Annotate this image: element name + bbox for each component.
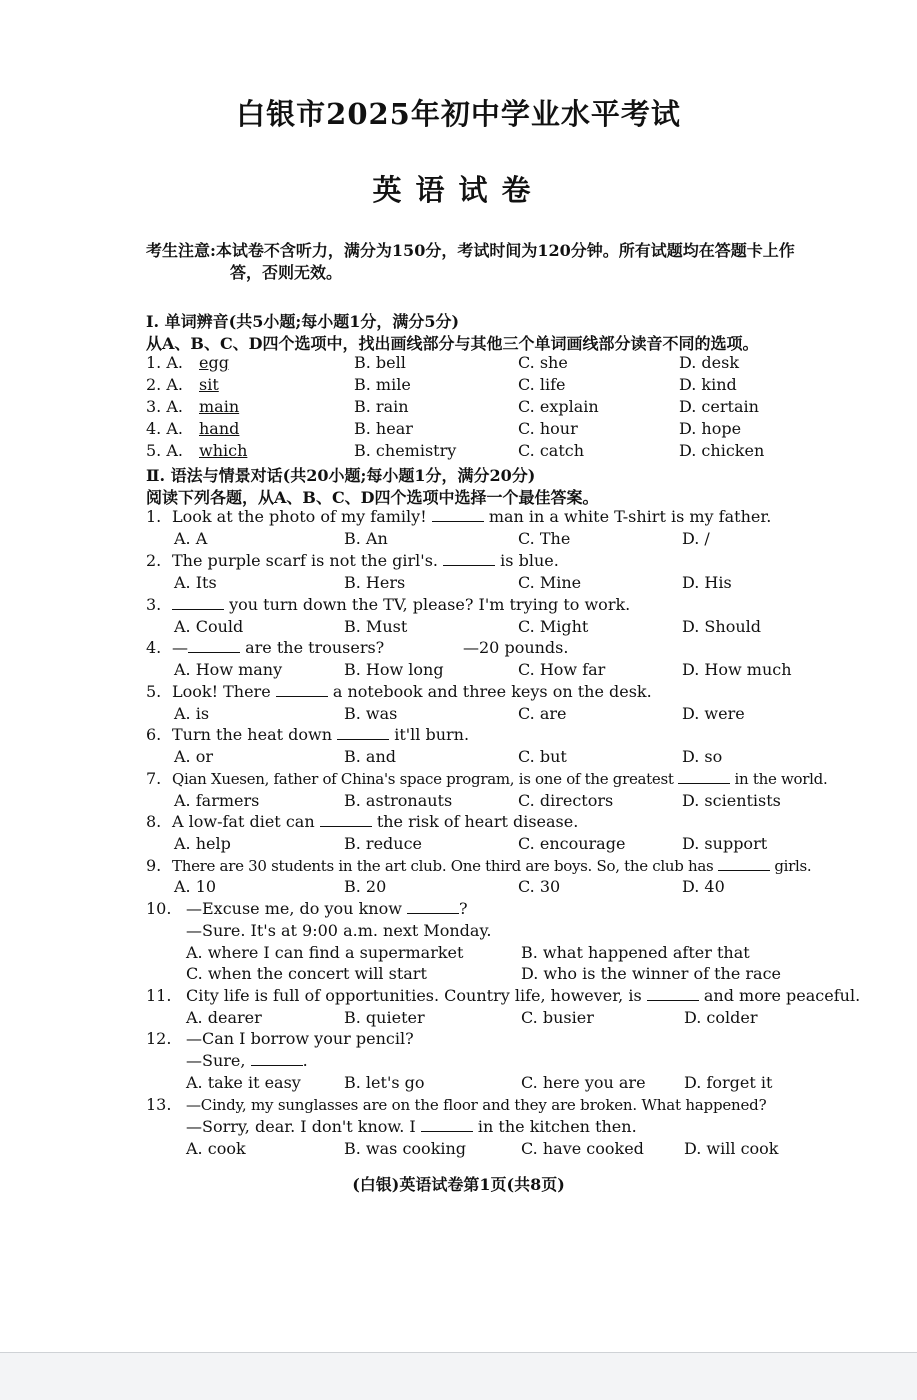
section2-instruction: 阅读下列各题，从A、B、C、D四个选项中选择一个最佳答案。 [146, 488, 599, 507]
phonics-item: 5. A. which B. chemistry C. catch D. chicken [146, 441, 765, 460]
question-options: A. How many B. How long C. How far D. How much [174, 660, 792, 679]
notice-line1: 本试卷不含听力，满分为150分，考试时间为120分钟。所有试题均在答题卡上作 [215, 241, 795, 260]
answer-blank [251, 1051, 303, 1066]
question-stem: 4. — are the trousers? —20 pounds. [146, 638, 569, 657]
answer-blank [407, 899, 459, 914]
answer-blank [432, 507, 484, 522]
question-options: A. Could B. Must C. Might D. Should [174, 617, 761, 636]
question-stem: 8. A low-fat diet can the risk of heart disease. [146, 812, 579, 831]
answer-blank [188, 638, 240, 653]
phonics-item: 1. A. egg B. bell C. she D. desk [146, 353, 740, 372]
question-options: A. take it easy B. let's go C. here you are D. forget it [186, 1073, 773, 1092]
question-stem: 1. Look at the photo of my family! man in a white T-shirt is my father. [146, 507, 772, 526]
answer-blank [421, 1117, 473, 1132]
phonics-item: 4. A. hand B. hear C. hour D. hope [146, 419, 742, 438]
question-stem-line2: —Sure, . [186, 1051, 308, 1070]
question-stem: 3. you turn down the TV, please? I'm trying to work. [146, 595, 631, 614]
question-stem: 7. Qian Xuesen, father of China's space program, is one of the greatest in the world. [146, 769, 828, 788]
question-options: A. dearer B. quieter C. busier D. colder [186, 1008, 758, 1027]
question-stem: 11. City life is full of opportunities. Country life, however, is and more peaceful. [146, 986, 861, 1005]
question-stem: 6. Turn the heat down it'll burn. [146, 725, 470, 744]
exam-subtitle: 英语试卷 [372, 173, 545, 207]
question-options: A. is B. was C. are D. were [174, 704, 745, 723]
answer-blank [276, 682, 328, 697]
answer-blank [678, 769, 730, 784]
question-options: A. where I can find a supermarket B. what happened after that [186, 943, 750, 962]
question-stem-line2: —Sorry, dear. I don't know. I in the kitchen then. [186, 1117, 637, 1136]
question-stem: 10. —Excuse me, do you know ? [146, 899, 468, 918]
question-options: A. A B. An C. The D. / [174, 529, 710, 548]
question-options: C. when the concert will start D. who is the winner of the race [186, 964, 782, 983]
answer-blank [337, 725, 389, 740]
question-options: A. or B. and C. but D. so [174, 747, 723, 766]
page-footer: (白银)英语试卷第1页(共8页) [352, 1175, 565, 1194]
question-stem: 5. Look! There a notebook and three keys on the desk. [146, 682, 652, 701]
question-stem: 9. There are 30 students in the art club. One third are boys. So, the club has girls. [146, 856, 812, 875]
question-options: A. help B. reduce C. encourage D. support [174, 834, 768, 853]
question-options: A. 10 B. 20 C. 30 D. 40 [174, 877, 725, 896]
section1-heading: Ⅰ. 单词辨音(共5小题;每小题1分，满分5分) [146, 312, 460, 331]
question-stem: 12. —Can I borrow your pencil? [146, 1029, 414, 1048]
exam-title: 白银市2025年初中学业水平考试 [236, 97, 681, 131]
candidate-notice [146, 240, 886, 284]
answer-blank [320, 812, 372, 827]
question-options: A. cook B. was cooking C. have cooked D. will cook [186, 1139, 779, 1158]
phonics-item: 2. A. sit B. mile C. life D. kind [146, 375, 737, 394]
notice-label: 考生注意: [146, 241, 216, 260]
section1-instruction: 从A、B、C、D四个选项中，找出画线部分与其他三个单词画线部分读音不同的选项。 [146, 334, 759, 353]
question-stem-line2: —Sure. It's at 9:00 a.m. next Monday. [186, 921, 492, 940]
phonics-item: 3. A. main B. rain C. explain D. certain [146, 397, 759, 416]
viewer-bottom-bar [0, 1352, 917, 1400]
section2-heading: Ⅱ. 语法与情景对话(共20小题;每小题1分，满分20分) [146, 466, 536, 485]
question-options: A. farmers B. astronauts C. directors D. scientists [174, 791, 781, 810]
answer-blank [172, 595, 224, 610]
question-stem: 2. The purple scarf is not the girl's. is blue. [146, 551, 559, 570]
notice-line2: 答，否则无效。 [230, 263, 343, 282]
question-options: A. Its B. Hers C. Mine D. His [174, 573, 732, 592]
answer-blank [647, 986, 699, 1001]
answer-blank [443, 551, 495, 566]
answer-blank [718, 856, 770, 871]
question-stem: 13. —Cindy, my sunglasses are on the floor and they are broken. What happened? [146, 1095, 767, 1114]
